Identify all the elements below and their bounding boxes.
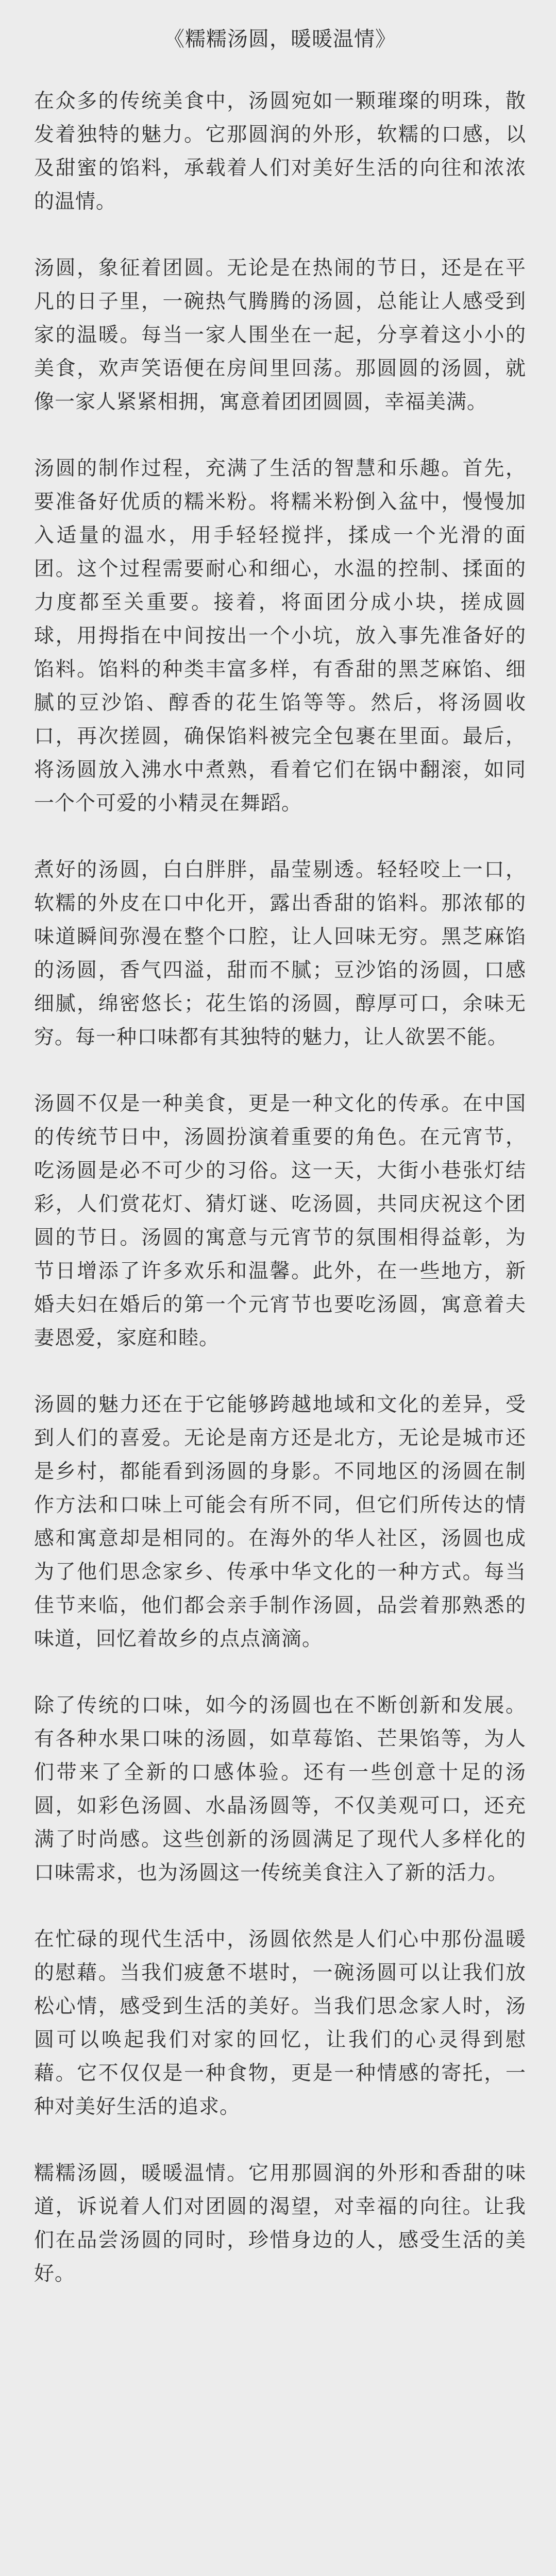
article-paragraph-6: 汤圆的魅力还在于它能够跨越地域和文化的差异，受到人们的喜爱。无论是南方还是北方，无论是城市还是乡村，都能看到汤圆的身影。不同地区的汤圆在制作方法和口味上可能会有所不同，但它们所传达的情感和寓意却是相同的。在海外的华人社区，汤圆也成为了他们思念家乡、传承中华文化的一种方式。每当佳节来临，他们都会亲手制作汤圆，品尝着那熟悉的味道，回忆着故乡的点点滴滴。: [34, 1393, 526, 1651]
article-paragraph-8: 在忙碌的现代生活中，汤圆依然是人们心中那份温暖的慰藉。当我们疲惫不堪时，一碗汤圆可以让我们放松心情，感受到生活的美好。当我们思念家人时，汤圆可以唤起我们对家的回忆，让我们的心灵得到慰藉。它不仅仅是一种食物，更是一种情感的寄托，一种对美好生活的追求。: [34, 1928, 526, 2119]
article-paragraph-9: 糯糯汤圆，暖暖温情。它用那圆润的外形和香甜的味道，诉说着人们对团圆的渴望，对幸福的向往。让我们在品尝汤圆的同时，珍惜身边的人，感受生活的美好。: [34, 2162, 526, 2285]
article-paragraph-1: 在众多的传统美食中，汤圆宛如一颗璀璨的明珠，散发着独特的魅力。它那圆润的外形，软糯的口感，以及甜蜜的馅料，承载着人们对美好生活的向往和浓浓的温情。: [34, 90, 526, 213]
article-paragraph-7: 除了传统的口味，如今的汤圆也在不断创新和发展。有各种水果口味的汤圆，如草莓馅、芒果馅等，为人们带来了全新的口感体验。还有一些创意十足的汤圆，如彩色汤圆、水晶汤圆等，不仅美观可口，还充满了时尚感。这些创新的汤圆满足了现代人多样化的口味需求，也为汤圆这一传统美食注入了新的活力。: [34, 1694, 526, 1885]
article-paragraph-3: 汤圆的制作过程，充满了生活的智慧和乐趣。首先，要准备好优质的糯米粉。将糯米粉倒入盆中，慢慢加入适量的温水，用手轻轻搅拌，揉成一个光滑的面团。这个过程需要耐心和细心，水温的控制、揉面的力度都至关重要。接着，将面团分成小块，搓成圆球，用拇指在中间按出一个小坑，放入事先准备好的馅料。馅料的种类丰富多样，有香甜的黑芝麻馅、细腻的豆沙馅、醇香的花生馅等等。然后，将汤圆收口，再次搓圆，确保馅料被完全包裹在里面。最后，将汤圆放入沸水中煮熟，看着它们在锅中翻滚，如同一个个可爱的小精灵在舞蹈。: [34, 457, 526, 815]
article-paragraph-5: 汤圆不仅是一种美食，更是一种文化的传承。在中国的传统节日中，汤圆扮演着重要的角色。在元宵节，吃汤圆是必不可少的习俗。这一天，大街小巷张灯结彩，人们赏花灯、猜灯谜、吃汤圆，共同庆祝这个团圆的节日。汤圆的寓意与元宵节的氛围相得益彰，为节日增添了许多欢乐和温馨。此外，在一些地方，新婚夫妇在婚后的第一个元宵节也要吃汤圆，寓意着夫妻恩爱，家庭和睦。: [34, 1092, 526, 1350]
article-paragraph-2: 汤圆，象征着团圆。无论是在热闹的节日，还是在平凡的日子里，一碗热气腾腾的汤圆，总能让人感受到家的温暖。每当一家人围坐在一起，分享着这小小的美食，欢声笑语便在房间里回荡。那圆圆的汤圆，就像一家人紧紧相拥，寓意着团团圆圆，幸福美满。: [34, 257, 526, 414]
article-title: 《糯糯汤圆，暖暖温情》: [164, 27, 396, 51]
article-paragraph-4: 煮好的汤圆，白白胖胖，晶莹剔透。轻轻咬上一口，软糯的外皮在口中化开，露出香甜的馅料。那浓郁的味道瞬间弥漫在整个口腔，让人回味无穷。黑芝麻馅的汤圆，香气四溢，甜而不腻；豆沙馅的汤圆，口感细腻，绵密悠长；花生馅的汤圆，醇厚可口，余味无穷。每一种口味都有其独特的魅力，让人欲罢不能。: [34, 858, 526, 1049]
